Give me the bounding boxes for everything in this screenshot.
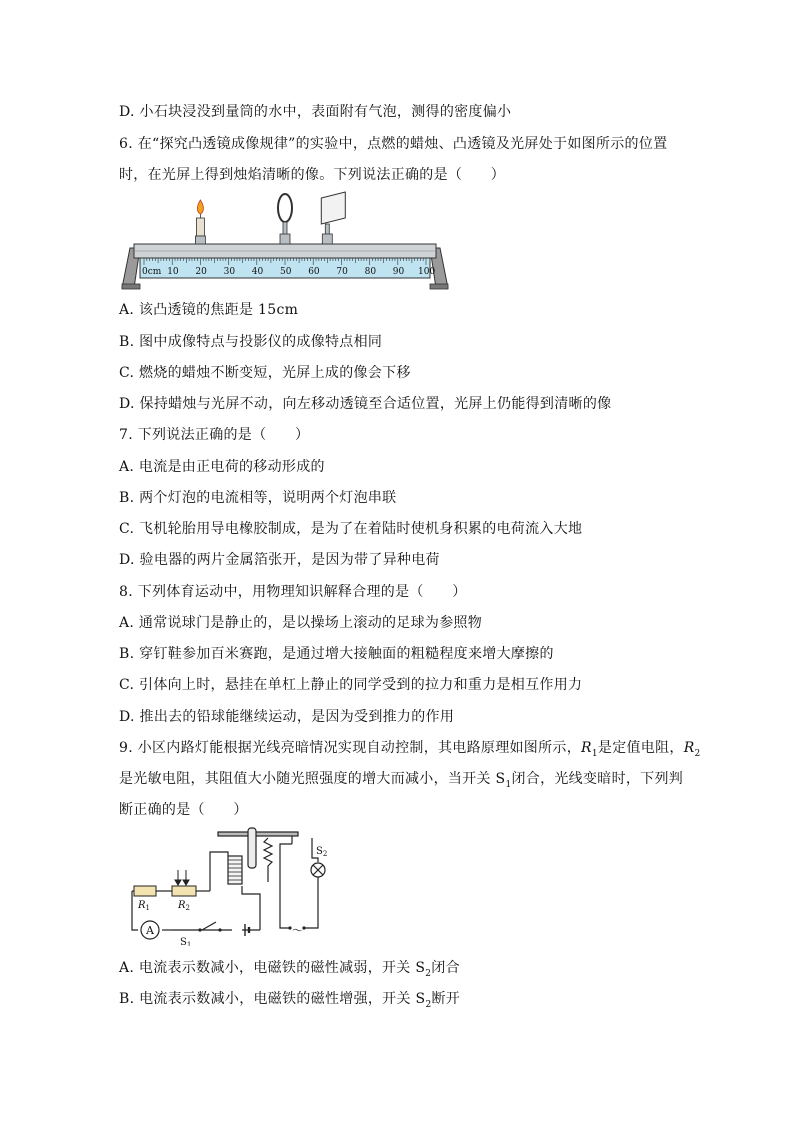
q8-option-a: A. 通常说球门是静止的，是以操场上滚动的足球为参照物 bbox=[119, 615, 483, 631]
bench-unit-label: 0cm bbox=[142, 267, 162, 277]
svg-text:R1: $R_1$ bbox=[138, 900, 150, 912]
svg-text:S2: $S_2$ bbox=[316, 846, 328, 858]
q9-stem-line1: 9. 小区内路灯能根据光线亮暗情况实现自动控制，其电路原理如图所示，$R_1$是定值电阻，$R_2$ bbox=[119, 740, 701, 759]
q7-option-b: B. 两个灯泡的电流相等，说明两个灯泡串联 bbox=[119, 490, 397, 506]
q9-option-a: A. 电流表示数减小，电磁铁的磁性减弱，开关 $S_2$闭合 bbox=[119, 960, 460, 979]
bench-tick-label: 90 bbox=[392, 267, 405, 277]
svg-text:S1: $S_1$ bbox=[180, 937, 192, 946]
bench-tick-label: 100 bbox=[418, 267, 436, 277]
convex-lens bbox=[278, 194, 292, 244]
bench-tick-label: 10 bbox=[167, 267, 179, 277]
q6-option-d: D. 保持蜡烛与光屏不动，向左移动透镜至合适位置，光屏上仍能得到清晰的像 bbox=[119, 396, 612, 412]
bench-tick-label: 50 bbox=[280, 267, 292, 277]
optical-bench-figure bbox=[120, 190, 450, 295]
q6-stem-line1: 6. 在“探究凸透镜成像规律”的实验中，点燃的蜡烛、凸透镜及光屏处于如图所示的位置 bbox=[119, 136, 668, 152]
q7-option-c: C. 飞机轮胎用导电橡胶制成，是为了在着陆时使机身积累的电荷流入大地 bbox=[119, 521, 583, 537]
bench-tick-label: 60 bbox=[308, 267, 320, 277]
svg-text:R2: $R_2$ bbox=[178, 900, 190, 912]
bench-tick-label: 80 bbox=[364, 267, 377, 277]
photoresistor-r2 bbox=[172, 886, 196, 896]
q6-option-c: C. 燃烧的蜡烛不断变短，光屏上成的像会下移 bbox=[119, 365, 411, 381]
q7-option-d: D. 验电器的两片金属箔张开，是因为带了异种电荷 bbox=[119, 552, 440, 568]
circuit-diagram bbox=[120, 824, 340, 946]
q5-option-d: D. 小石块浸没到量筒的水中，表面附有气泡，测得的密度偏小 bbox=[119, 104, 512, 120]
q8-option-d: D. 推出去的铅球能继续运动，是因为受到推力的作用 bbox=[119, 709, 455, 725]
q6-stem-line2: 时，在光屏上得到烛焰清晰的像。下列说法正确的是（ ） bbox=[119, 167, 506, 183]
resistor-r1 bbox=[134, 886, 156, 896]
q8-stem: 8. 下列体育运动中，用物理知识解释合理的是（ ） bbox=[119, 584, 467, 600]
q7-stem: 7. 下列说法正确的是（ ） bbox=[119, 427, 310, 443]
bench-tick-label: 20 bbox=[195, 267, 207, 277]
q9-stem-line2: 是光敏电阻，其阻值大小随光照强度的增大而减小，当开关 $S_1$闭合，光线变暗时，下列判 bbox=[119, 771, 684, 790]
light-screen bbox=[321, 192, 345, 244]
bench-tick-label: 70 bbox=[336, 267, 348, 277]
q9-stem-line3: 断正确的是（ ） bbox=[119, 802, 248, 818]
q6-option-b: B. 图中成像特点与投影仪的成像特点相同 bbox=[119, 334, 383, 350]
ac-source-symbol: ～ bbox=[292, 924, 303, 937]
q6-option-a: A. 该凸透镜的焦距是 15cm bbox=[119, 302, 299, 318]
q9-option-b: B. 电流表示数减小，电磁铁的磁性增强，开关 $S_2$断开 bbox=[119, 991, 461, 1010]
bench-tick-label: 40 bbox=[251, 267, 264, 277]
q8-option-c: C. 引体向上时，悬挂在单杠上静止的同学受到的拉力和重力是相互作用力 bbox=[119, 677, 583, 693]
candle bbox=[195, 200, 205, 244]
bench-tick-label: 30 bbox=[223, 267, 236, 277]
q8-option-b: B. 穿钉鞋参加百米赛跑，是通过增大接触面的粗糙程度来增大摩擦的 bbox=[119, 646, 554, 662]
flame-icon bbox=[197, 200, 203, 214]
svg-text:A: A bbox=[146, 924, 154, 937]
q7-option-a: A. 电流是由正电荷的移动形成的 bbox=[119, 459, 325, 475]
